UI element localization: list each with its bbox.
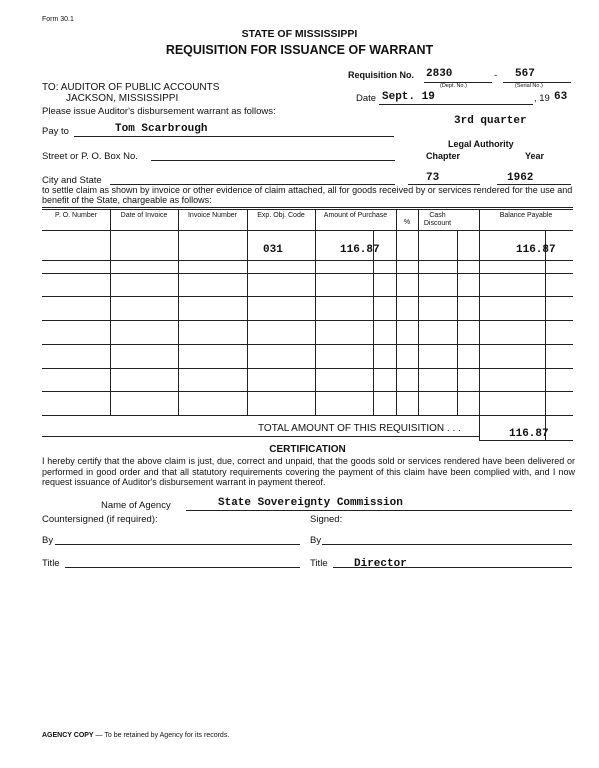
state-heading: STATE OF MISSISSIPPI bbox=[241, 28, 358, 40]
col-header-exp-obj-code: Exp. Obj. Code bbox=[257, 212, 305, 219]
row1-balance: 116.87 bbox=[516, 244, 556, 256]
col-header-invoice-number: Invoice Number bbox=[187, 212, 238, 219]
col-divider bbox=[396, 209, 397, 415]
col-header-percent: % bbox=[403, 219, 411, 226]
street-line bbox=[151, 160, 395, 161]
year-label: Year bbox=[525, 151, 545, 161]
col-divider bbox=[178, 209, 179, 415]
pay-to-label: Pay to bbox=[42, 126, 69, 137]
signed-title-label: Title bbox=[310, 558, 328, 569]
signed-by-label: By bbox=[310, 535, 322, 546]
chapter-label: Chapter bbox=[426, 151, 461, 161]
city-label: City and State bbox=[42, 175, 102, 186]
col-divider bbox=[247, 209, 248, 415]
col-header-po: P. O. Number bbox=[55, 212, 97, 219]
footer-agency-copy: AGENCY COPY bbox=[42, 732, 94, 739]
issue-instruction: Please issue Auditor's disbursement warrant as follows: bbox=[42, 106, 276, 117]
total-label: TOTAL AMOUNT OF THIS REQUISITION . . . bbox=[258, 423, 461, 434]
col-divider bbox=[457, 230, 458, 415]
countersigned-by-label: By bbox=[42, 535, 54, 546]
col-header-balance: Balance Payable bbox=[499, 212, 553, 219]
row-rule bbox=[42, 296, 573, 297]
row-rule bbox=[42, 320, 573, 321]
agency-label: Name of Agency bbox=[101, 500, 171, 511]
table-top-rule-2 bbox=[42, 209, 573, 210]
agency-value: State Sovereignty Commission bbox=[218, 497, 403, 509]
date-label: Date bbox=[356, 93, 377, 104]
table-bottom-rule bbox=[42, 415, 573, 416]
serial-caption: (Serial No.) bbox=[515, 83, 543, 89]
row-rule bbox=[42, 368, 573, 369]
settle-text: to settle claim as shown by invoice or other evidence of claim attached, all for goods received by or services rendered for the use and benefit of the State, chargeable as follows: bbox=[42, 185, 573, 205]
col-header-amount: Amount of Purchase bbox=[323, 212, 388, 219]
row-rule bbox=[42, 273, 573, 274]
requisition-dash: - bbox=[494, 70, 498, 81]
cert-top-rule bbox=[42, 436, 479, 437]
to-auditor: TO: AUDITOR OF PUBLIC ACCOUNTS bbox=[42, 82, 220, 93]
certification-title: CERTIFICATION bbox=[269, 444, 346, 455]
countersigned-title-line bbox=[65, 567, 300, 568]
date-year-value: 63 bbox=[554, 91, 568, 103]
col-divider bbox=[545, 230, 546, 440]
countersigned-by-line bbox=[55, 544, 300, 545]
row1-amount: 116.87 bbox=[340, 244, 380, 256]
row-rule bbox=[42, 260, 573, 261]
total-value: 116.87 bbox=[509, 428, 549, 440]
footer-text: — To be retained by Agency for its records. bbox=[93, 732, 230, 739]
col-divider bbox=[418, 209, 419, 415]
countersigned-label: Countersigned (if required): bbox=[42, 514, 158, 525]
to-city: JACKSON, MISSISSIPPI bbox=[66, 93, 179, 104]
year-value: 1962 bbox=[507, 172, 534, 184]
col-divider bbox=[373, 230, 374, 415]
certification-text: I hereby certify that the above claim is just, due, correct and unpaid, that the goods sold or services rendered have been delivered or performed in good order and that all statutory requirements covering the payment of this claim have been complied with, and I now request issuance of Auditor's disbursement warrant in payment thereof. bbox=[42, 456, 575, 487]
signed-title-value: Director bbox=[354, 558, 407, 570]
signed-label: Signed: bbox=[310, 514, 343, 525]
countersigned-title-label: Title bbox=[42, 558, 60, 569]
form-number: Form 30.1 bbox=[42, 16, 74, 23]
quarter-value: 3rd quarter bbox=[454, 115, 527, 127]
table-top-rule bbox=[42, 207, 573, 208]
dept-no-value: 2830 bbox=[426, 68, 453, 80]
col-divider bbox=[479, 209, 480, 440]
footer-note bbox=[42, 732, 229, 739]
pay-to-value: Tom Scarbrough bbox=[115, 123, 208, 135]
col-divider bbox=[110, 209, 111, 415]
agency-line bbox=[186, 510, 572, 511]
legal-authority-label: Legal Authority bbox=[448, 139, 514, 149]
requisition-label: Requisition No. bbox=[348, 70, 414, 80]
chapter-value: 73 bbox=[426, 172, 440, 184]
total-underline bbox=[479, 440, 573, 441]
col-divider bbox=[315, 209, 316, 415]
signed-by-line bbox=[322, 544, 572, 545]
date-line bbox=[379, 104, 533, 105]
col-header-date-invoice: Date of Invoice bbox=[120, 212, 168, 219]
dept-caption: (Dept. No.) bbox=[440, 83, 467, 89]
col-header-cash-discount: Cash Discount bbox=[423, 212, 452, 227]
row1-exp-code: 031 bbox=[263, 244, 283, 256]
pay-to-line bbox=[74, 136, 394, 137]
serial-no-value: 567 bbox=[515, 68, 535, 80]
street-label: Street or P. O. Box No. bbox=[42, 151, 138, 162]
date-year-prefix: , 19 bbox=[534, 93, 550, 104]
row-rule bbox=[42, 391, 573, 392]
date-value: Sept. 19 bbox=[382, 91, 435, 103]
table-header-rule bbox=[42, 230, 573, 231]
form-title: REQUISITION FOR ISSUANCE OF WARRANT bbox=[165, 43, 434, 57]
row-rule bbox=[42, 344, 573, 345]
